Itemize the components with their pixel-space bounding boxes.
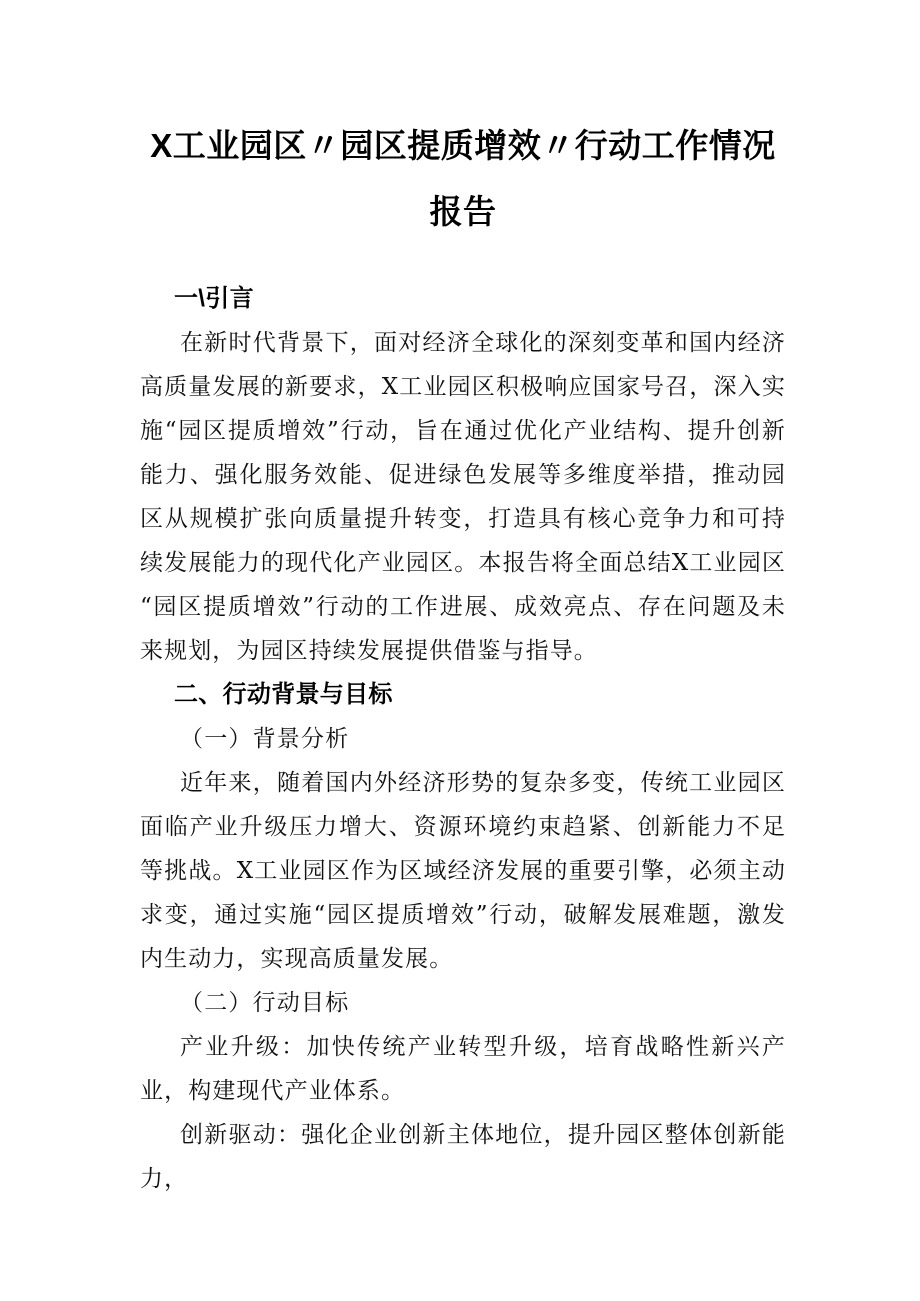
page-title: X工业园区〃园区提质增效〃行动工作情况报告 — [150, 127, 776, 230]
paragraph-introduction: 在新时代背景下，面对经济全球化的深刻变革和国内经济高质量发展的新要求，X工业园区积极响应国家号召，深入实施“园区提质增效”行动，旨在通过优化产业结构、提升创新能力、强化服务效能、促进绿色发展等多维度举措，推动园区从规模扩张向质量提升转变，打造具有核心竞争力和可持续发展能力的现代化产业园区。本报告将全面总结X工业园区“园区提质增效”行动的工作进展、成效亮点、存在问题及未来规划，为园区持续发展提供借鉴与指导。 — [140, 330, 786, 664]
paragraph-goal-innovation-driven: 创新驱动：强化企业创新主体地位，提升园区整体创新能力， — [140, 1122, 786, 1192]
paragraph-background-analysis: 近年来，随着国内外经济形势的复杂多变，传统工业园区面临产业升级压力增大、资源环境约束趋紧、创新能力不足等挑战。X工业园区作为区域经济发展的重要引擎，必须主动求变，通过实施“园区提质增效”行动，破解发展难题，激发内生动力，实现高质量发展。 — [140, 770, 786, 972]
subsection-heading-background-analysis: （一）背景分析 — [180, 726, 350, 752]
section-heading-introduction: 一\引言 — [174, 285, 254, 312]
paragraph-goal-industrial-upgrade: 产业升级：加快传统产业转型升级，培育战略性新兴产业，构建现代产业体系。 — [140, 1034, 786, 1104]
subsection-heading-action-goals: （二）行动目标 — [180, 990, 350, 1016]
title-body-spacer — [140, 245, 786, 277]
document-body — [140, 0, 786, 1201]
section-heading-background-and-goals: 二、行动背景与目标 — [174, 681, 393, 708]
